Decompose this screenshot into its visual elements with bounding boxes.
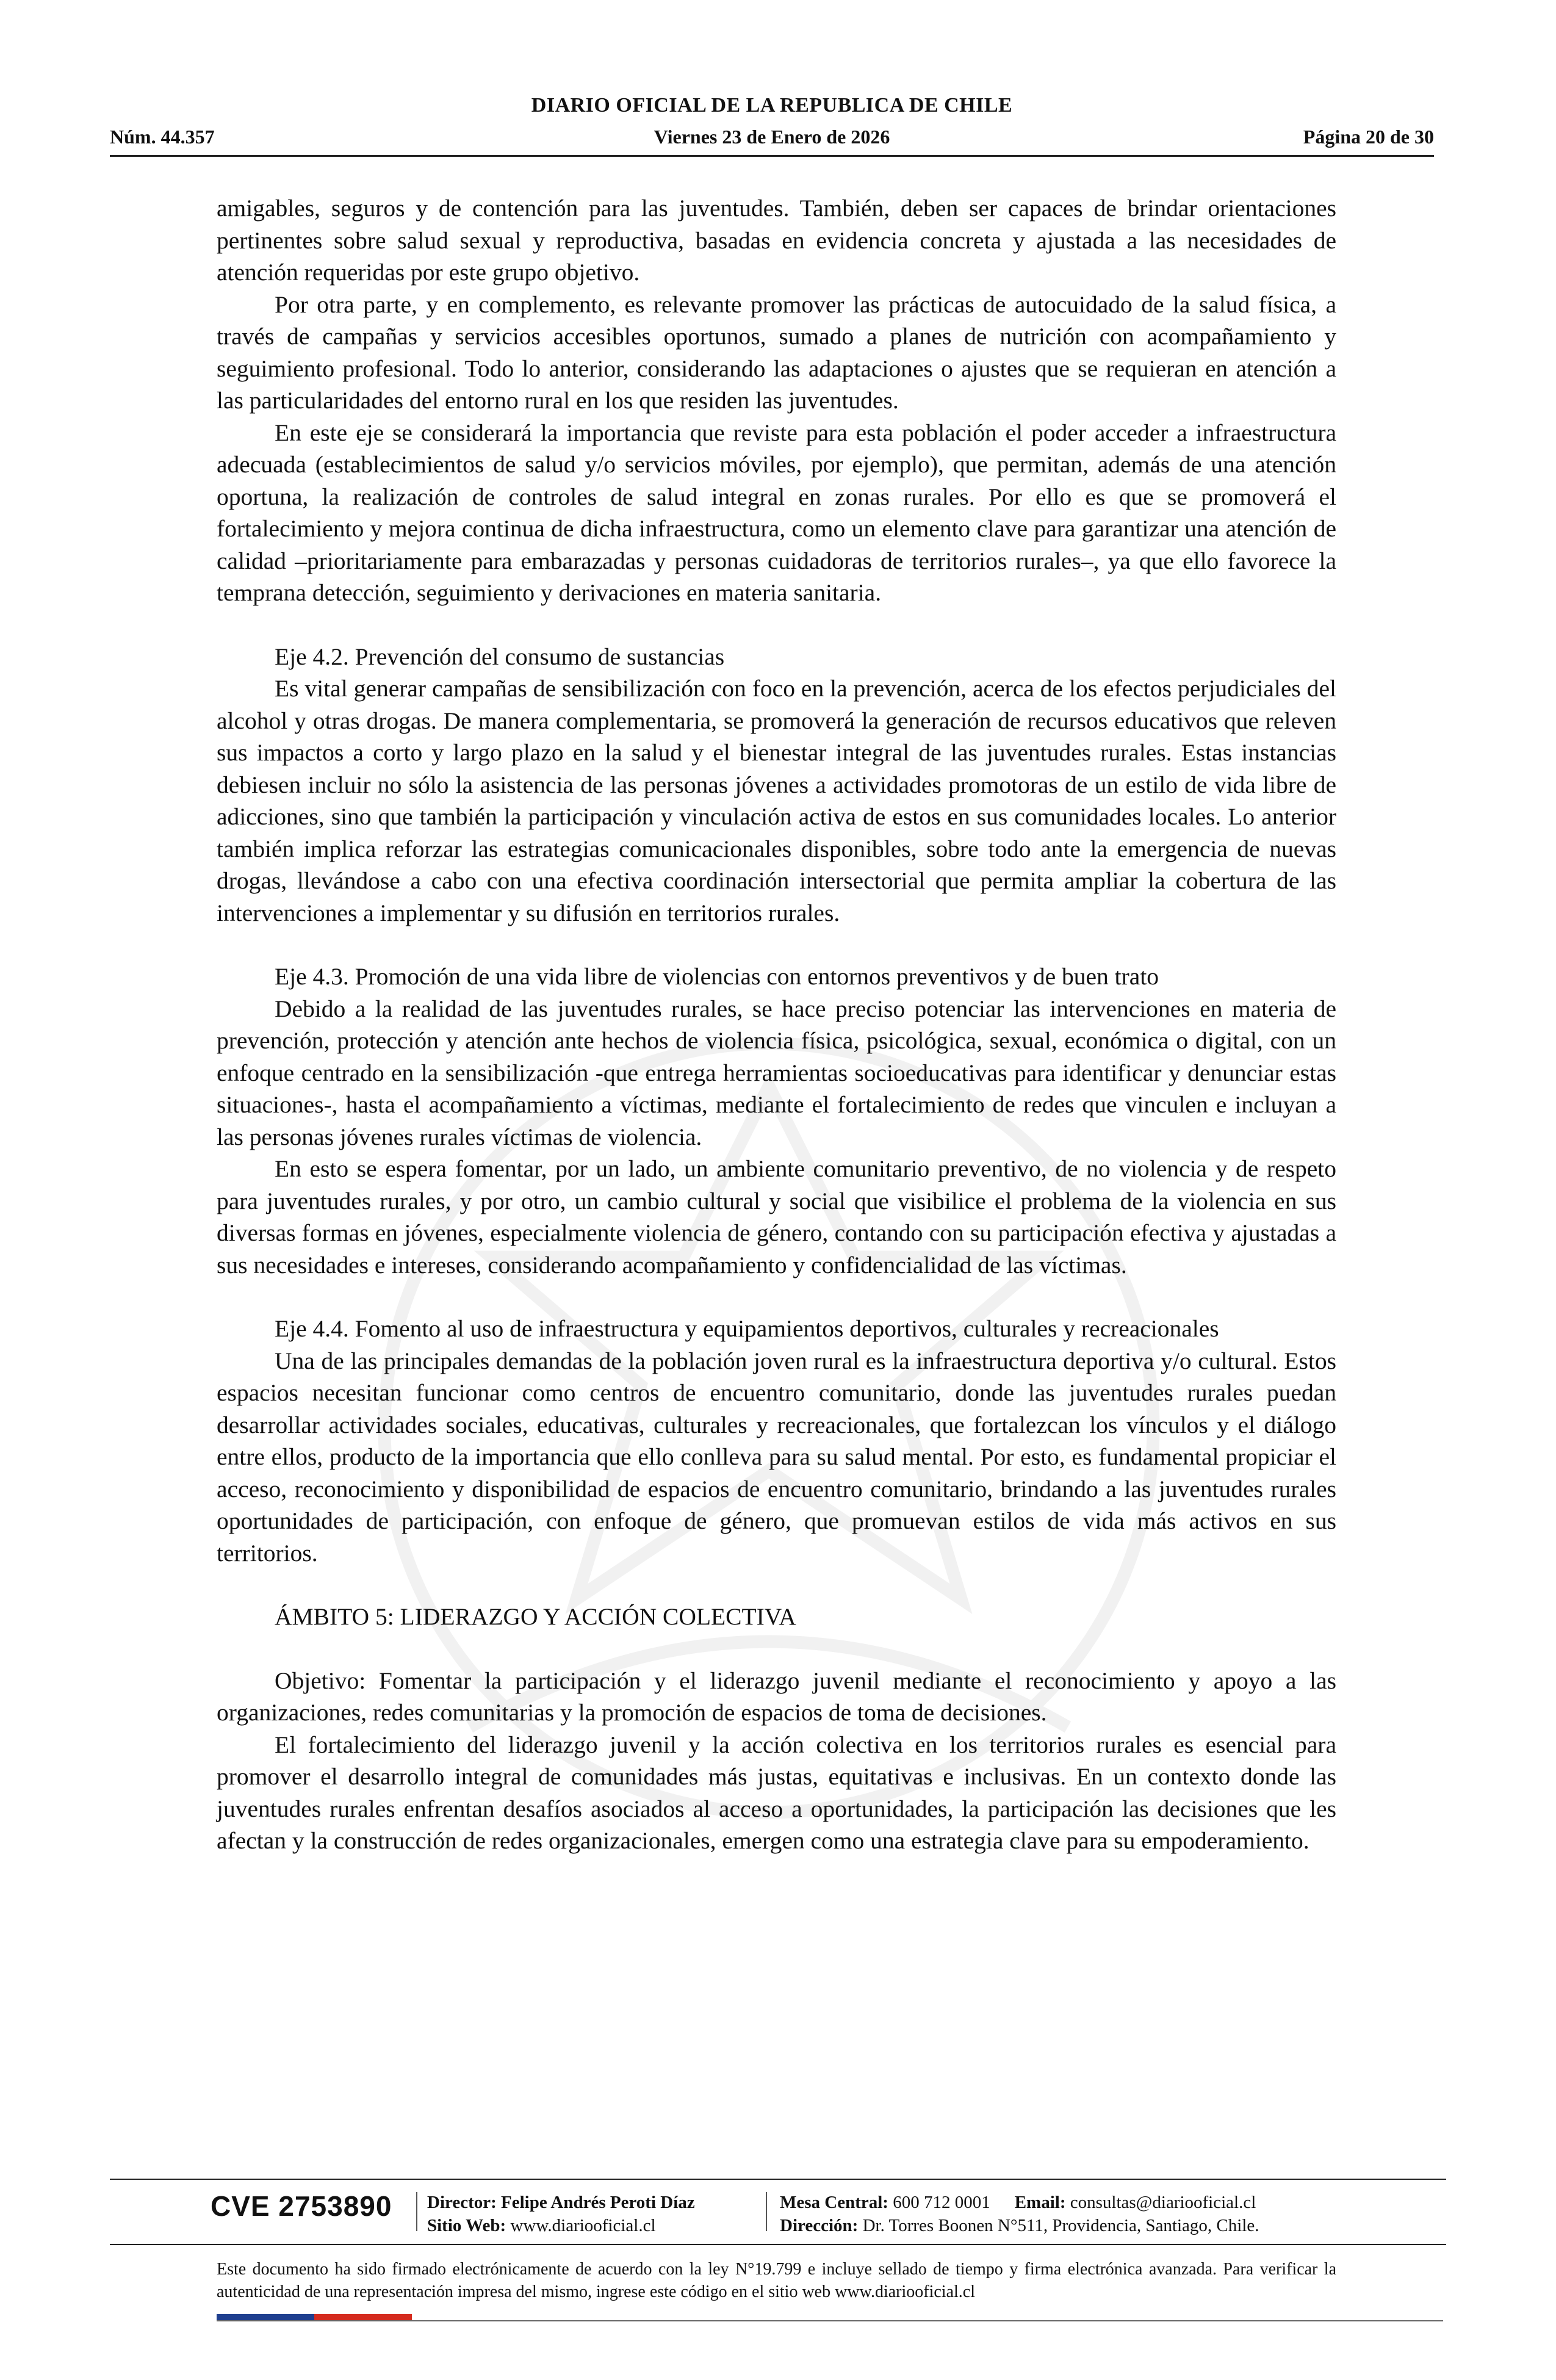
section-heading: Eje 4.3. Promoción de una vida libre de violencias con entornos preventivos y de buen trato: [275, 963, 1159, 990]
footer-separator: [766, 2192, 767, 2231]
address-value: Dr. Torres Boonen N°511, Providencia, Santiago, Chile.: [862, 2216, 1259, 2235]
section-heading: Eje 4.4. Fomento al uso de infraestructura y equipamientos deportivos, culturales y recreacionales: [275, 1315, 1219, 1342]
mesa-label: Mesa Central:: [780, 2193, 888, 2212]
spacer: [217, 609, 1336, 641]
footer-director-info: [427, 2191, 695, 2237]
footer-contact-info: [780, 2191, 1259, 2237]
publication-date: Viernes 23 de Enero de 2026: [654, 126, 890, 148]
paragraph: Es vital generar campañas de sensibilización con foco en la prevención, acerca de los efectos perjudiciales del alcohol y otras drogas. De manera complementaria, se promoverá la generación de recursos educativos que releven sus impactos a corto y largo plazo en la salud y el bienestar integral de las juventudes rurales. Estas instancias debiesen incluir no sólo la asistencia de las personas jóvenes a actividades promotoras de un estilo de vida libre de adicciones, sino que también la participación y vinculación activa de estos en sus comunidades locales. Lo anterior también implica reforzar las estrategias comunicacionales disponibles, sobre todo ante la emergencia de nuevas drogas, llevándose a cabo con una efectiva coordinación intersectorial que permita ampliar la cobertura de las intervenciones a implementar y su difusión en territorios rurales.: [217, 675, 1336, 926]
spacer: [217, 929, 1336, 961]
footer-divider: [110, 2244, 1446, 2245]
spacer: [217, 1633, 1336, 1665]
paragraph: amigables, seguros y de contención para las juventudes. También, deben ser capaces de brindar orientaciones pertinentes sobre salud sexual y reproductiva, basadas en evidencia concreta y ajustada a las necesidades de atención requeridas por este grupo objetivo.: [217, 195, 1336, 286]
issue-number: Núm. 44.357: [110, 126, 215, 148]
director-label: Director:: [427, 2193, 497, 2212]
website-label: Sitio Web:: [427, 2216, 506, 2235]
signature-note: Este documento ha sido firmado electrónicamente de acuerdo con la ley N°19.799 e incluye sellado de tiempo y firma electrónica avanzada. Para verificar la autenticidad de una representación impresa del mismo, ingrese este código en el sitio web www.diariooficial.cl: [217, 2260, 1336, 2301]
paragraph: Debido a la realidad de las juventudes rurales, se hace preciso potenciar las intervenciones en materia de prevención, protección y atención ante hechos de violencia física, psicológica, sexual, económica o digital, con un enfoque centrado en la sensibilización -que entrega herramientas socioeducativas para identificar y denunciar estas situaciones-, hasta el acompañamiento a víctimas, mediante el fortalecimiento de redes que vinculen e incluyan a las personas jóvenes rurales víctimas de violencia.: [217, 995, 1336, 1150]
paragraph: En este eje se considerará la importancia que reviste para esta población el poder acceder a infraestructura adecuada (establecimientos de salud y/o servicios móviles, por ejemplo), que permitan, además de una atención oportuna, la realización de controles de salud integral en zonas rurales. Por ello es que se promoverá el fortalecimiento y mejora continua de dicha infraestructura, como un elemento clave para garantizar una atención de calidad –prioritariamente para embarazadas y personas cuidadoras de territorios rurales–, ya que ello favorece la temprana detección, seguimiento y derivaciones en materia sanitaria.: [217, 419, 1336, 606]
cve-code: CVE 2753890: [211, 2190, 392, 2222]
document-body: [217, 192, 1336, 1857]
footer-separator: [416, 2192, 417, 2231]
footer-divider: [110, 2179, 1446, 2180]
header-divider: [110, 155, 1434, 157]
spacer: [217, 1281, 1336, 1313]
website-link[interactable]: www.diariooficial.cl: [510, 2216, 656, 2235]
page-number: Página 20 de 30: [1303, 126, 1434, 148]
mesa-value: 600 712 0001: [893, 2193, 990, 2212]
paragraph: Objetivo: Fomentar la participación y el liderazgo juvenil mediante el reconocimiento y apoyo a las organizaciones, redes comunitarias y la promoción de espacios de toma de decisiones.: [217, 1667, 1336, 1726]
email-link[interactable]: consultas@diariooficial.cl: [1070, 2193, 1256, 2212]
publication-title: DIARIO OFICIAL DE LA REPUBLICA DE CHILE: [531, 94, 1013, 117]
section-heading: ÁMBITO 5: LIDERAZGO Y ACCIÓN COLECTIVA: [275, 1603, 796, 1630]
section-heading: Eje 4.2. Prevención del consumo de sustancias: [275, 643, 725, 670]
paragraph: Una de las principales demandas de la población joven rural es la infraestructura deportiva y/o cultural. Estos espacios necesitan funcionar como centros de encuentro comunitario, donde las juventudes rurales puedan desarrollar actividades sociales, educativas, culturales y recreacionales, que fortalezcan los vínculos y el diálogo entre ellos, producto de la importancia que ello conlleva para su salud mental. Por esto, es fundamental propiciar el acceso, reconocimiento y disponibilidad de espacios de encuentro comunitario, brindando a las juventudes rurales oportunidades de participación, con enfoque de género, que promuevan estilos de vida más activos en sus territorios.: [217, 1347, 1336, 1567]
address-label: Dirección:: [780, 2216, 859, 2235]
page-header: [110, 92, 1434, 159]
footer-divider: [217, 2320, 1443, 2321]
email-label: Email:: [1014, 2193, 1066, 2212]
paragraph: En esto se espera fomentar, por un lado, un ambiente comunitario preventivo, de no violencia y de respeto para juventudes rurales, y por otro, un cambio cultural y social que visibilice el problema de la violencia en sus diversas formas en jóvenes, especialmente violencia de género, contando con su participación efectiva y ajustadas a sus necesidades e intereses, considerando acompañamiento y confidencialidad de las víctimas.: [217, 1155, 1336, 1278]
director-name: Felipe Andrés Peroti Díaz: [501, 2193, 695, 2212]
paragraph: El fortalecimiento del liderazgo juvenil y la acción colectiva en los territorios rurales es esencial para promover el desarrollo integral de comunidades más justas, equitativas e inclusivas. En un contexto donde las juventudes rurales enfrentan desafíos asociados al acceso a oportunidades, la participación las decisiones que les afectan y la construcción de redes organizacionales, emergen como una estrategia clave para su empoderamiento.: [217, 1731, 1336, 1854]
paragraph: Por otra parte, y en complemento, es relevante promover las prácticas de autocuidado de la salud física, a través de campañas y servicios accesibles oportunos, sumado a planes de nutrición con acompañamiento y seguimiento profesional. Todo lo anterior, considerando las adaptaciones o ajustes que se requieran en atención a las particularidades del entorno rural en los que residen las juventudes.: [217, 290, 1336, 414]
spacer: [217, 1569, 1336, 1601]
